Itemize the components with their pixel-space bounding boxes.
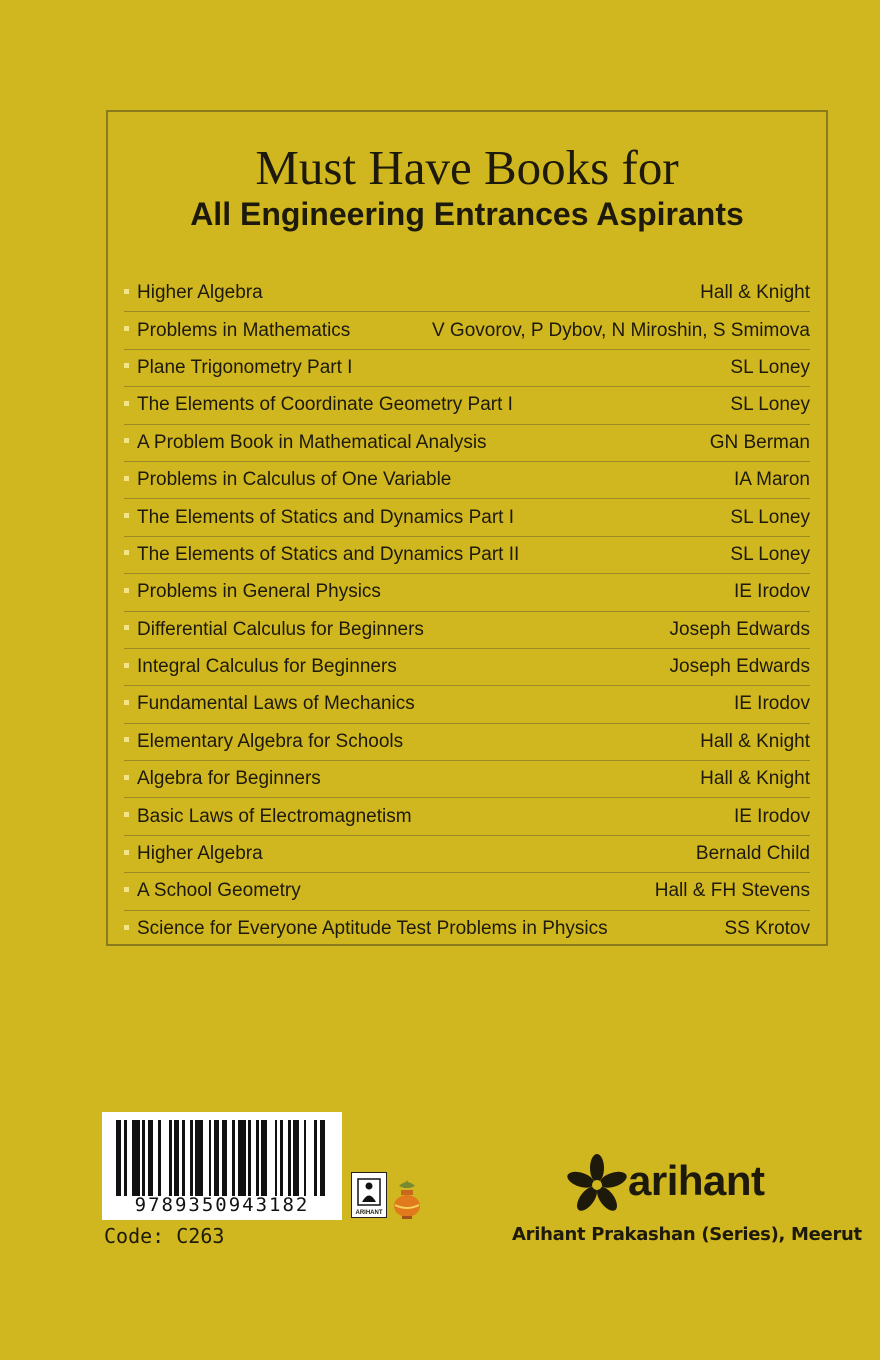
book-author: Joseph Edwards: [669, 656, 810, 678]
book-row: [124, 537, 810, 574]
bullet-icon: [124, 775, 129, 780]
bullet-icon: [124, 438, 129, 443]
book-title: The Elements of Coordinate Geometry Part I: [137, 394, 513, 416]
book-author: IE Irodov: [733, 805, 810, 827]
kalash-icon: [390, 1178, 424, 1220]
book-author: SL Loney: [730, 356, 810, 378]
book-title: Plane Trigonometry Part I: [137, 356, 353, 378]
book-title: Basic Laws of Electromagnetism: [137, 805, 412, 827]
page-subtitle: All Engineering Entrances Aspirants: [190, 196, 744, 232]
barcode-icon: [116, 1120, 328, 1196]
book-author: IE Irodov: [733, 581, 810, 603]
book-author: SS Krotov: [724, 918, 810, 940]
bullet-icon: [124, 326, 129, 331]
book-author: Hall & Knight: [700, 730, 810, 752]
bullet-icon: [124, 625, 129, 630]
publisher-name: Arihant Prakashan (Series), Meerut: [512, 1224, 862, 1245]
book-author: SL Loney: [730, 506, 810, 528]
book-author: Hall & FH Stevens: [654, 880, 810, 902]
book-title: Differential Calculus for Beginners: [137, 618, 424, 640]
book-author: SL Loney: [730, 394, 810, 416]
bullet-icon: [124, 476, 129, 481]
book-title: The Elements of Statics and Dynamics Part II: [137, 543, 520, 565]
bullet-icon: [124, 925, 129, 930]
flower-logo-icon: [566, 1154, 628, 1216]
book-author: IE Irodov: [733, 693, 810, 715]
book-row: [124, 836, 810, 873]
book-title: Problems in Calculus of One Variable: [137, 469, 452, 491]
book-row: [124, 275, 810, 312]
book-row: [124, 425, 810, 462]
book-author: Joseph Edwards: [669, 618, 810, 640]
book-author: V Govorov, P Dybov, N Miroshin, S Smimova: [431, 319, 810, 341]
page-title: Must Have Books for: [255, 140, 679, 195]
bullet-icon: [124, 663, 129, 668]
book-title: Problems in General Physics: [137, 581, 381, 603]
book-title: Science for Everyone Aptitude Test Problems in Physics: [137, 918, 608, 940]
product-code: Code: C263: [104, 1224, 225, 1248]
book-row: [124, 312, 810, 349]
bullet-icon: [124, 812, 129, 817]
book-title: A Problem Book in Mathematical Analysis: [137, 431, 487, 453]
book-author: Bernald Child: [695, 843, 810, 865]
book-title: The Elements of Statics and Dynamics Part I: [137, 506, 514, 528]
book-list-panel: [106, 110, 828, 946]
isbn-digits: 9789350943182: [134, 1194, 310, 1216]
book-author: IA Maron: [733, 469, 810, 491]
bullet-icon: [124, 700, 129, 705]
book-row: [124, 499, 810, 536]
book-row: [124, 350, 810, 387]
brand-name: arihant: [628, 1157, 765, 1204]
bullet-icon: [124, 588, 129, 593]
book-list: [124, 275, 810, 948]
book-title: Problems in Mathematics: [137, 319, 351, 341]
book-row: [124, 873, 810, 910]
book-row: [124, 462, 810, 499]
book-title: Algebra for Beginners: [137, 768, 321, 790]
book-row: [124, 686, 810, 723]
bullet-icon: [124, 737, 129, 742]
book-row: [124, 798, 810, 835]
book-row: [124, 761, 810, 798]
book-title: Higher Algebra: [137, 843, 263, 865]
book-row: [124, 574, 810, 611]
bullet-icon: [124, 363, 129, 368]
book-row: [124, 649, 810, 686]
book-author: SL Loney: [730, 543, 810, 565]
bullet-icon: [124, 850, 129, 855]
book-title: Integral Calculus for Beginners: [137, 656, 397, 678]
book-title: Elementary Algebra for Schools: [137, 730, 404, 752]
book-author: Hall & Knight: [700, 768, 810, 790]
book-row: [124, 911, 810, 948]
bullet-icon: [124, 401, 129, 406]
book-row: [124, 612, 810, 649]
publisher-seal-icon: [351, 1172, 387, 1218]
barcode: [102, 1112, 342, 1220]
book-row: [124, 724, 810, 761]
book-author: Hall & Knight: [700, 282, 810, 304]
book-title: Higher Algebra: [137, 282, 263, 304]
book-title: A School Geometry: [137, 880, 301, 902]
book-title: Fundamental Laws of Mechanics: [137, 693, 415, 715]
bullet-icon: [124, 513, 129, 518]
seal-label: ARIHANT: [355, 1210, 383, 1216]
bullet-icon: [124, 289, 129, 294]
book-row: [124, 387, 810, 424]
bullet-icon: [124, 550, 129, 555]
book-author: GN Berman: [709, 431, 810, 453]
bullet-icon: [124, 887, 129, 892]
